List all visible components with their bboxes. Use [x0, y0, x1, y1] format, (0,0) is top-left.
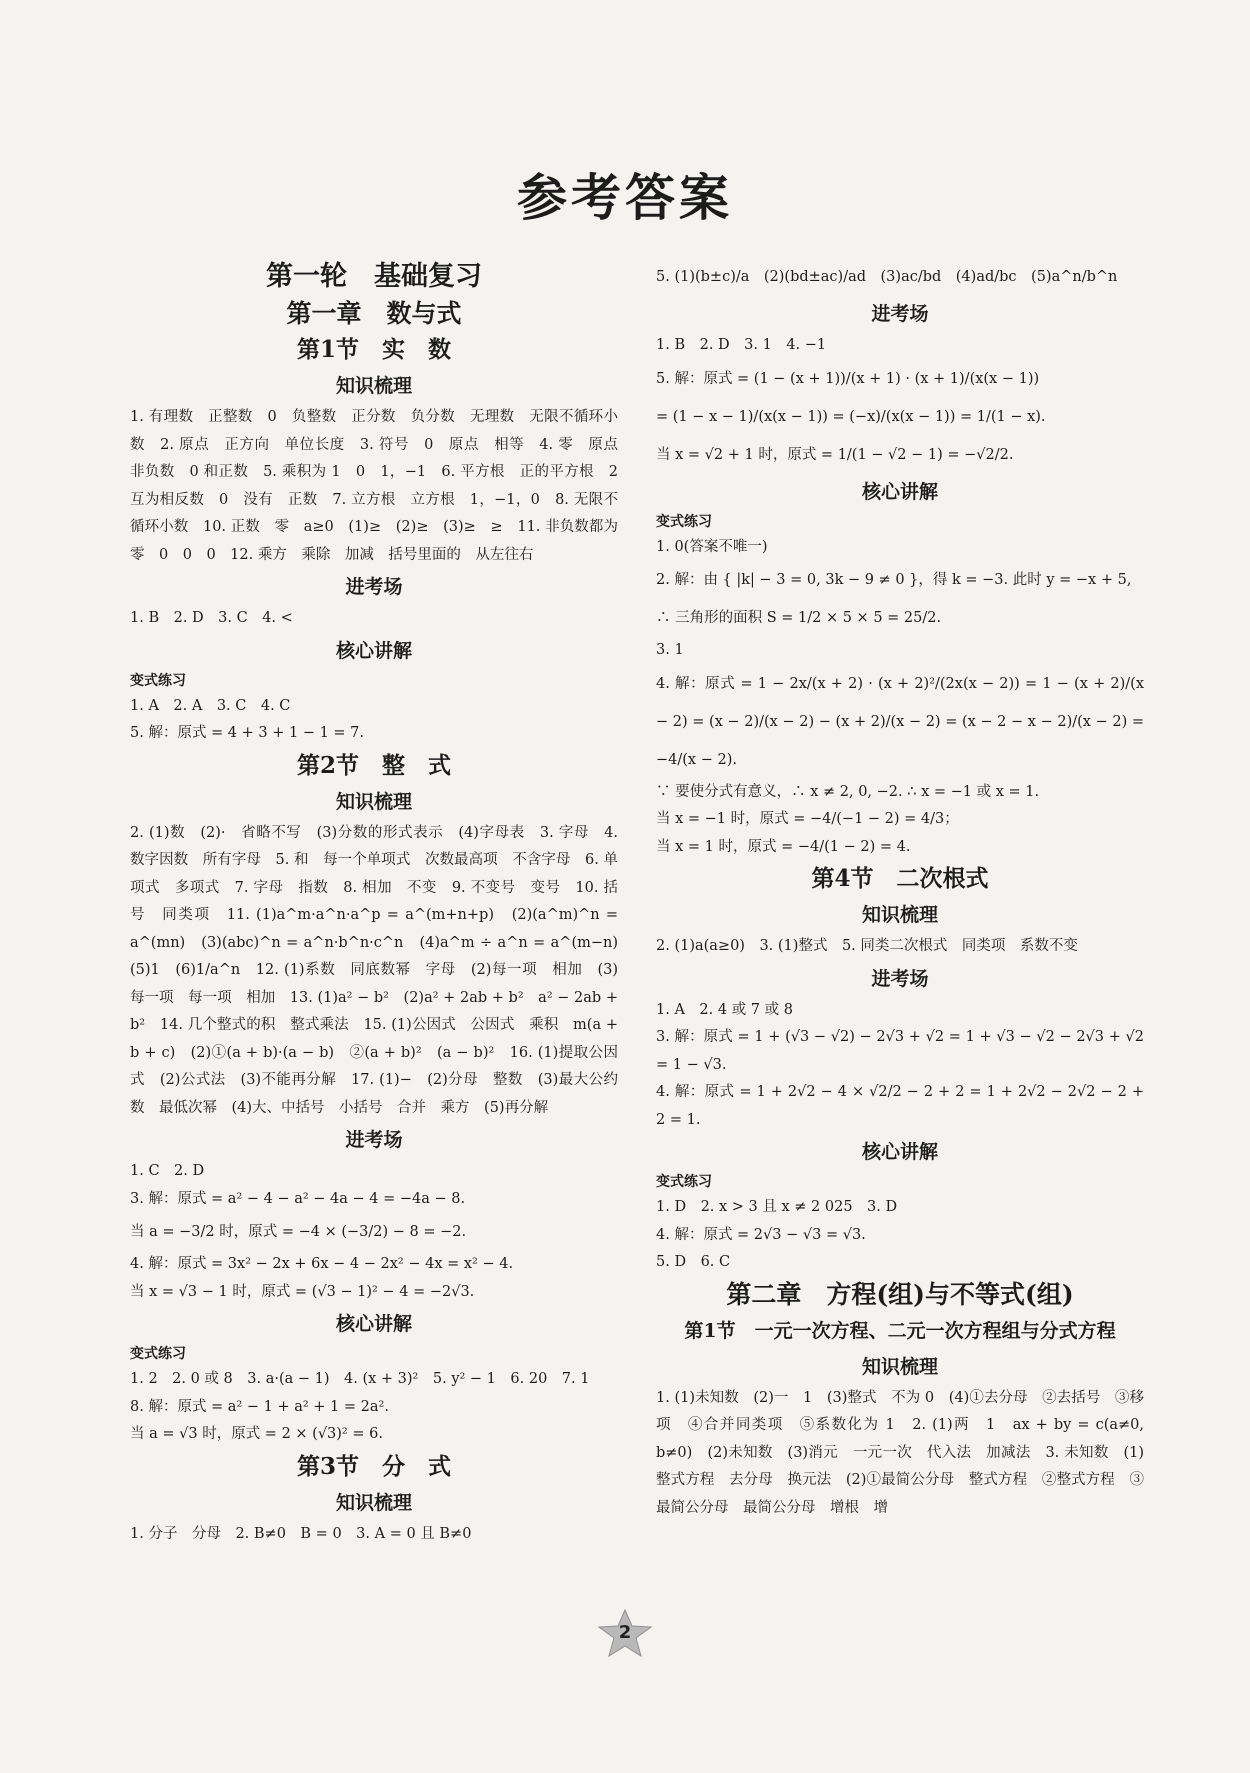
- practice-label: 变式练习: [656, 513, 712, 530]
- subsection-heading: 核心讲解: [861, 480, 938, 503]
- answer-paragraph: 4. 解：原式 = 2√3 − √3 = √3.: [656, 1226, 866, 1243]
- answer-paragraph: 5. 解：原式 = 4 + 3 + 1 − 1 = 7.: [130, 725, 365, 741]
- subsection-heading: 知识梳理: [335, 375, 412, 397]
- answer-paragraph: 1. 2 2. 0 或 8 3. a·(a − 1) 4. (x + 3)² 5. y² − 1 6. 20 7. 1: [130, 1371, 590, 1387]
- page-title: 参考答案: [517, 168, 733, 227]
- section-title: 第1节 一元一次方程、二元一次方程组与分式方程: [684, 1319, 1116, 1342]
- answer-paragraph: 当 x = −1 时，原式 = −4/(−1 − 2) = 4/3；: [656, 811, 959, 827]
- answer-paragraph: 1. (1)未知数 (2)一 1 (3)整式 不为 0 (4)①去分母 ②去括号 ③移项 ④合并同类项 ⑤系数化为 1 2. (1)两 1 ax + by = c(a≠0, b≠0) (2)未知数 (3)消元 一元一次 代入法 加减法 3. 未知数 (1)整式方程 去分母 换元法 (2)①最简公分母 整式方程 ②整式方程 ③最简公分母 最简公分母 增根 增: [656, 1389, 1144, 1516]
- answer-paragraph: 4. 解：原式 = 3x² − 2x + 6x − 4 − 2x² − 4x = x² − 4.: [130, 1256, 514, 1272]
- subsection-heading: 知识梳理: [335, 790, 412, 813]
- subsection-heading: 知识梳理: [861, 1355, 938, 1378]
- answer-paragraph: ∵ 要使分式有意义，∴ x ≠ 2, 0, −2. ∴ x = −1 或 x = 1.: [656, 783, 1040, 800]
- subsection-heading: 知识梳理: [861, 904, 938, 926]
- practice-label: 变式练习: [656, 1174, 712, 1190]
- answer-paragraph: 2. 解：由 { |k| − 3 = 0, 3k − 9 ≠ 0 }，得 k = −3. 此时 y = −x + 5,: [656, 572, 1132, 588]
- answer-paragraph: 1. A 2. A 3. C 4. C: [130, 697, 291, 714]
- answer-paragraph: 2. (1)a(a≥0) 3. (1)整式 5. 同类二次根式 同类项 系数不变: [656, 938, 1078, 954]
- subsection-heading: 核心讲解: [861, 1141, 938, 1163]
- subsection-heading: 核心讲解: [335, 1313, 412, 1335]
- answer-paragraph: 3. 解：原式 = a² − 4 − a² − 4a − 4 = −4a − 8.: [130, 1190, 466, 1207]
- answer-paragraph: 3. 1: [656, 642, 684, 658]
- chapter-title: 第一章 数与式: [286, 299, 462, 328]
- answer-paragraph: 1. 有理数 正整数 0 负整数 正分数 负分数 无理数 无限不循环小数 2. 原点 正方向 单位长度 3. 符号 0 原点 相等 4. 零 原点 非负数 0 和正数 5. 乘积为 1 0 1，−1 6. 平方根 正的平方根 2 互为相反数 0 没有 正数 7. 立方根 立方根 1，−1，0 8. 无限不循环小数 10. 正数 零 a≥0 (1)≥ (2)≥ (3)≥ ≥ 11. 非负数都为零 0 0 0 12. 乘方 乘除 加减 括号里面的 从左往右: [130, 409, 633, 563]
- page-number-badge: [595, 1608, 655, 1658]
- answer-paragraph: = (1 − x − 1)/(x(x − 1)) = (−x)/(x(x − 1)) = 1/(1 − x).: [656, 408, 1046, 425]
- subsection-heading: 进考场: [871, 303, 929, 325]
- answer-paragraph: 当 x = √3 − 1 时，原式 = (√3 − 1)² − 4 = −2√3.: [130, 1283, 475, 1300]
- right-column: [656, 258, 1144, 1522]
- section-title: 第3节 分 式: [296, 1452, 451, 1480]
- answer-paragraph: 3. 解：原式 = 1 + (√3 − √2) − 2√3 + √2 = 1 + √3 − √2 − 2√3 + √2 = 1 − √3.: [656, 1029, 1144, 1073]
- answer-paragraph: 5. D 6. C: [656, 1254, 731, 1270]
- subsection-heading: 进考场: [345, 1129, 403, 1151]
- answer-paragraph: 8. 解：原式 = a² − 1 + a² + 1 = 2a².: [130, 1398, 389, 1415]
- subsection-heading: 进考场: [871, 967, 929, 990]
- answer-paragraph: 4. 解：原式 = 1 − 2x/(x + 2) · (x + 2)²/(2x(x − 2)) = 1 − (x + 2)/(x − 2) = (x − 2)/(x − 2) − (x + 2)/(x − 2) = (x − 2 − x − 2)/(x − 2) = −4/(x − 2).: [656, 675, 1144, 768]
- answer-paragraph: 1. B 2. D 3. C 4. <: [130, 610, 293, 626]
- practice-label: 变式练习: [130, 672, 186, 689]
- answer-paragraph: 4. 解：原式 = 1 + 2√2 − 4 × √2/2 − 2 + 2 = 1 + 2√2 − 2√2 − 2 + 2 = 1.: [656, 1084, 1144, 1128]
- answer-paragraph: ∴ 三角形的面积 S = 1/2 × 5 × 5 = 25/2.: [656, 610, 942, 626]
- answer-paragraph: 1. B 2. D 3. 1 4. −1: [656, 337, 827, 353]
- section-title: 第2节 整 式: [296, 751, 451, 779]
- answer-paragraph: 当 x = 1 时，原式 = −4/(1 − 2) = 4.: [656, 838, 911, 855]
- answer-paragraph: 2. (1)数 (2)· 省略不写 (3)分数的形式表示 (4)字母表 3. 字母 4. 数字因数 所有字母 5. 和 每一个单项式 次数最高项 不含字母 6. 单项式 多项式 7. 字母 指数 8. 相加 不变 9. 不变号 变号 10. 括号 同类项 11. (1)a^m·a^n·a^p = a^(m+n+p) (2)(a^m)^n = a^(mn) (3)(abc)^n = a^n·b^n·c^n (4)a^m ÷ a^n = a^(m−n) (5)1 (6)1/a^n 12. (1)系数 同底数幂 字母 (2)每一项 相加 (3)每一项 每一项 相加 13. (1)a² − b² (2)a² + 2ab + b² a² − 2ab + b² 14. 几个整式的积 整式乘法 15. (1)公因式 公因式 乘积 m(a + b + c) (2)①(a + b)·(a − b) ②(a + b)² (a − b)² 16. (1)提取公因式 (2)公式法 (3)不能再分解 17. (1)− (2)分母 整数 (3)最大公约数 最低次幂 (4)大、中括号 小括号 合并 乘方 (5)再分解: [130, 824, 633, 1116]
- practice-label: 变式练习: [130, 1346, 186, 1362]
- answer-paragraph: 当 a = −3/2 时，原式 = −4 × (−3/2) − 8 = −2.: [130, 1224, 467, 1240]
- section-title: 第4节 二次根式: [811, 865, 989, 892]
- subsection-heading: 知识梳理: [335, 1491, 412, 1514]
- answer-paragraph: 1. D 2. x > 3 且 x ≠ 2 025 3. D: [656, 1199, 898, 1215]
- answer-paragraph: 1. C 2. D: [130, 1163, 205, 1179]
- subsection-heading: 进考场: [345, 576, 403, 598]
- chapter-title: 第二章 方程(组)与不等式(组): [726, 1279, 1074, 1309]
- answer-paragraph: 5. 解：原式 = (1 − (x + 1))/(x + 1) · (x + 1)/(x(x − 1)): [656, 370, 1040, 387]
- answer-paragraph: 5. (1)(b±c)/a (2)(bd±ac)/ad (3)ac/bd (4)ad/bc (5)a^n/b^n: [656, 269, 1118, 285]
- answer-paragraph: 1. 分子 分母 2. B≠0 B = 0 3. A = 0 且 B≠0: [130, 1525, 472, 1542]
- round-title: 第一轮 基础复习: [266, 261, 482, 292]
- left-column: [130, 258, 633, 1548]
- answer-paragraph: 1. 0(答案不唯一): [656, 538, 768, 555]
- section-title: 第1节 实 数: [296, 336, 451, 363]
- answer-paragraph: 1. A 2. 4 或 7 或 8: [656, 1001, 793, 1018]
- answer-paragraph: 当 x = √2 + 1 时，原式 = 1/(1 − √2 − 1) = −√2/2.: [656, 446, 1014, 463]
- subsection-heading: 核心讲解: [335, 639, 412, 662]
- page-number: 2: [618, 1622, 632, 1643]
- answer-paragraph: 当 a = √3 时，原式 = 2 × (√3)² = 6.: [130, 1426, 383, 1442]
